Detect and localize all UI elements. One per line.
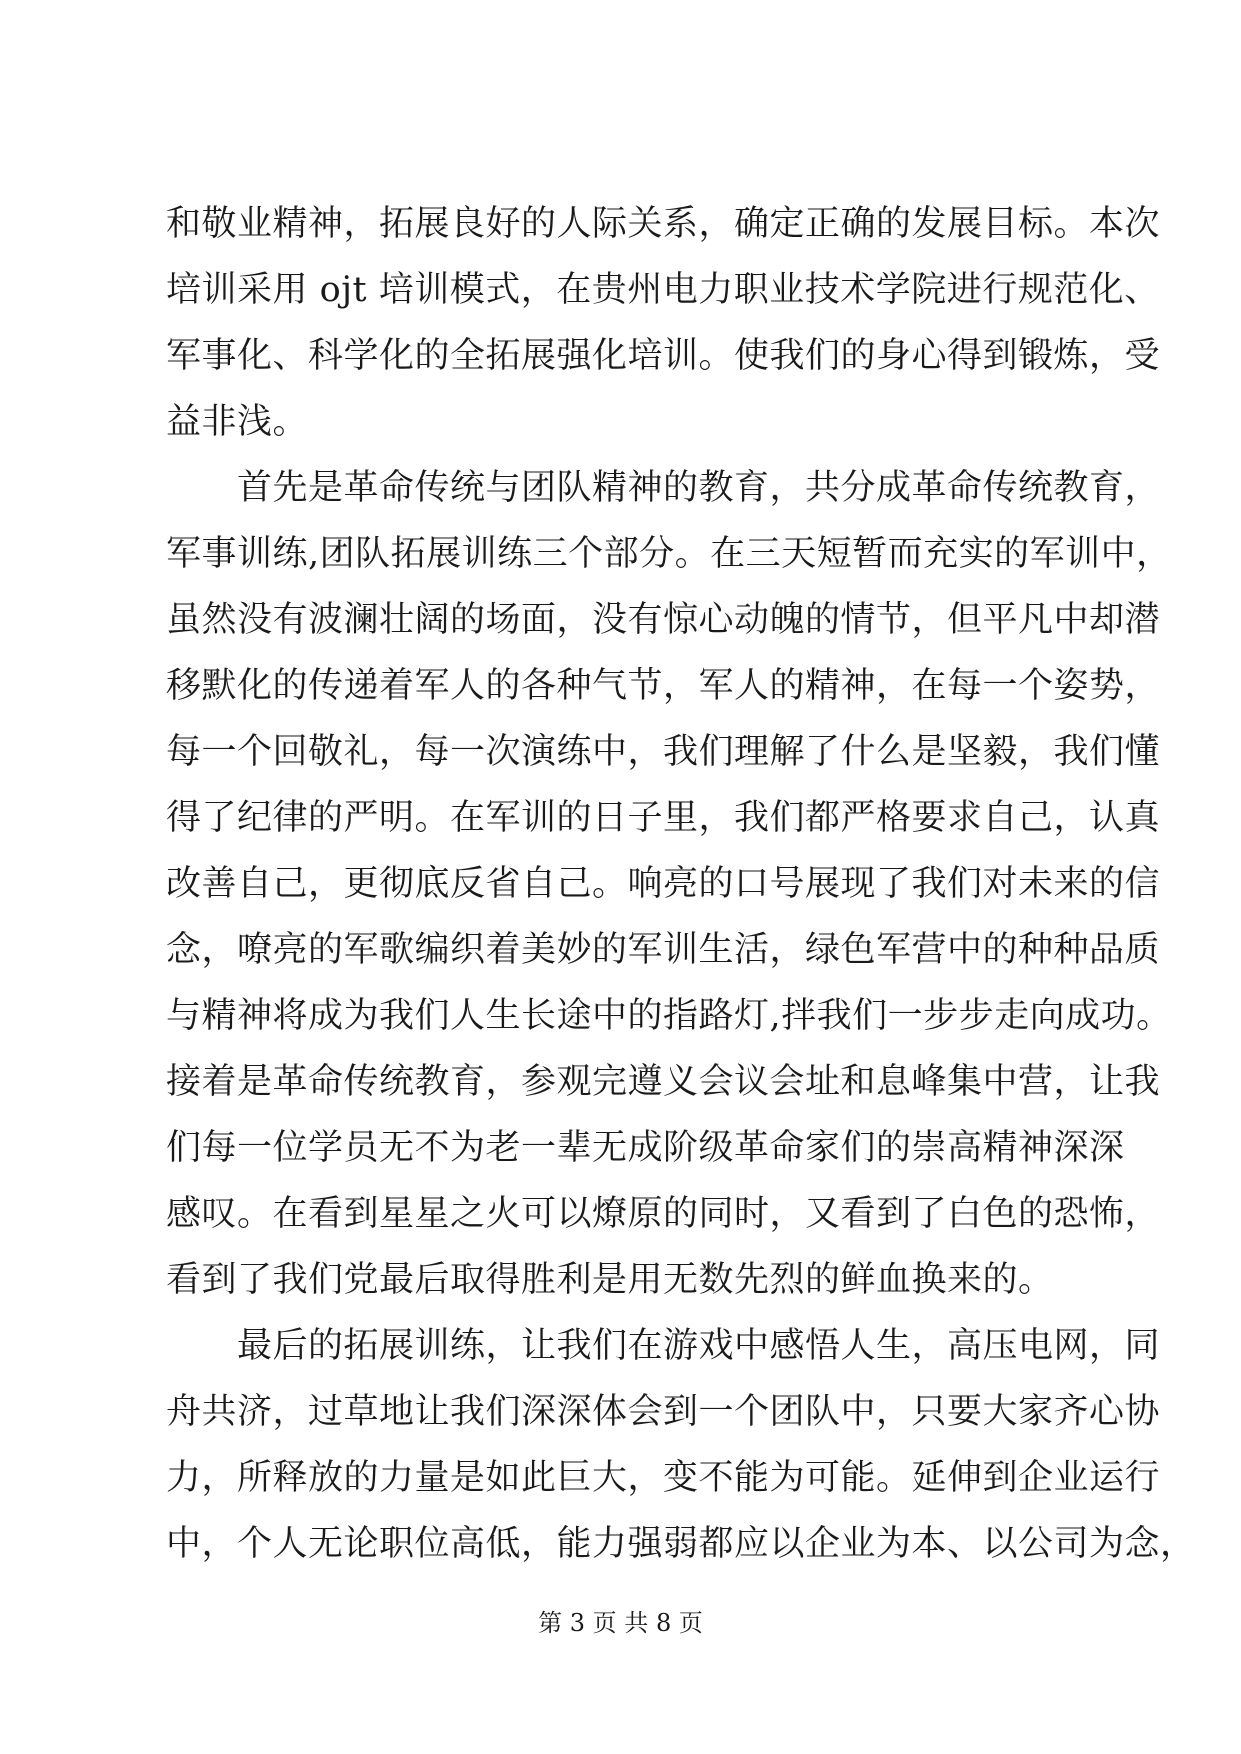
text-line: 中，个人无论职位高低，能力强弱都应以企业为本、以公司为念，	[166, 1524, 1196, 1564]
text-line: 感叹。在看到星星之火可以燎原的同时，又看到了白色的恐怖，	[166, 1194, 1161, 1234]
text-line: 最后的拓展训练，让我们在游戏中感悟人生，高压电网，同	[166, 1326, 1161, 1366]
text-line: 们每一位学员无不为老一辈无成阶级革命家们的崇高精神深深	[166, 1128, 1125, 1168]
text-line: 军事化、科学化的全拓展强化培训。使我们的身心得到锻炼，受	[166, 336, 1161, 376]
text-line: 军事训练,团队拓展训练三个部分。在三天短暂而充实的军训中，	[166, 534, 1172, 574]
text-line: 力，所释放的力量是如此巨大，变不能为可能。延伸到企业运行	[166, 1458, 1161, 1498]
text-line: 得了纪律的严明。在军训的日子里，我们都严格要求自己，认真	[166, 798, 1161, 838]
text-line: 与精神将成为我们人生长途中的指路灯,拌我们一步步走向成功。	[166, 996, 1172, 1036]
text-line: 改善自己，更彻底反省自己。响亮的口号展现了我们对未来的信	[166, 864, 1161, 904]
text-line: 培训采用 ojt 培训模式，在贵州电力职业技术学院进行规范化、	[166, 270, 1160, 310]
text-line: 首先是革命传统与团队精神的教育，共分成革命传统教育，	[166, 468, 1161, 508]
text-line: 和敬业精神，拓展良好的人际关系，确定正确的发展目标。本次	[166, 204, 1161, 244]
text-line: 每一个回敬礼，每一次演练中，我们理解了什么是坚毅，我们懂	[166, 732, 1161, 772]
text-line: 益非浅。	[166, 402, 309, 442]
page-footer: 第 3 页 共 8 页	[538, 1609, 703, 1637]
text-line: 舟共济，过草地让我们深深体会到一个团队中，只要大家齐心协	[166, 1392, 1161, 1432]
text-line: 虽然没有波澜壮阔的场面，没有惊心动魄的情节，但平凡中却潜	[166, 600, 1161, 640]
text-line: 看到了我们党最后取得胜利是用无数先烈的鲜血换来的。	[166, 1260, 1054, 1300]
text-line: 念，嘹亮的军歌编织着美妙的军训生活，绿色军营中的种种品质	[166, 930, 1161, 970]
text-line: 接着是革命传统教育，参观完遵义会议会址和息峰集中营，让我	[166, 1062, 1161, 1102]
text-line: 移默化的传递着军人的各种气节，军人的精神，在每一个姿势，	[166, 666, 1161, 706]
